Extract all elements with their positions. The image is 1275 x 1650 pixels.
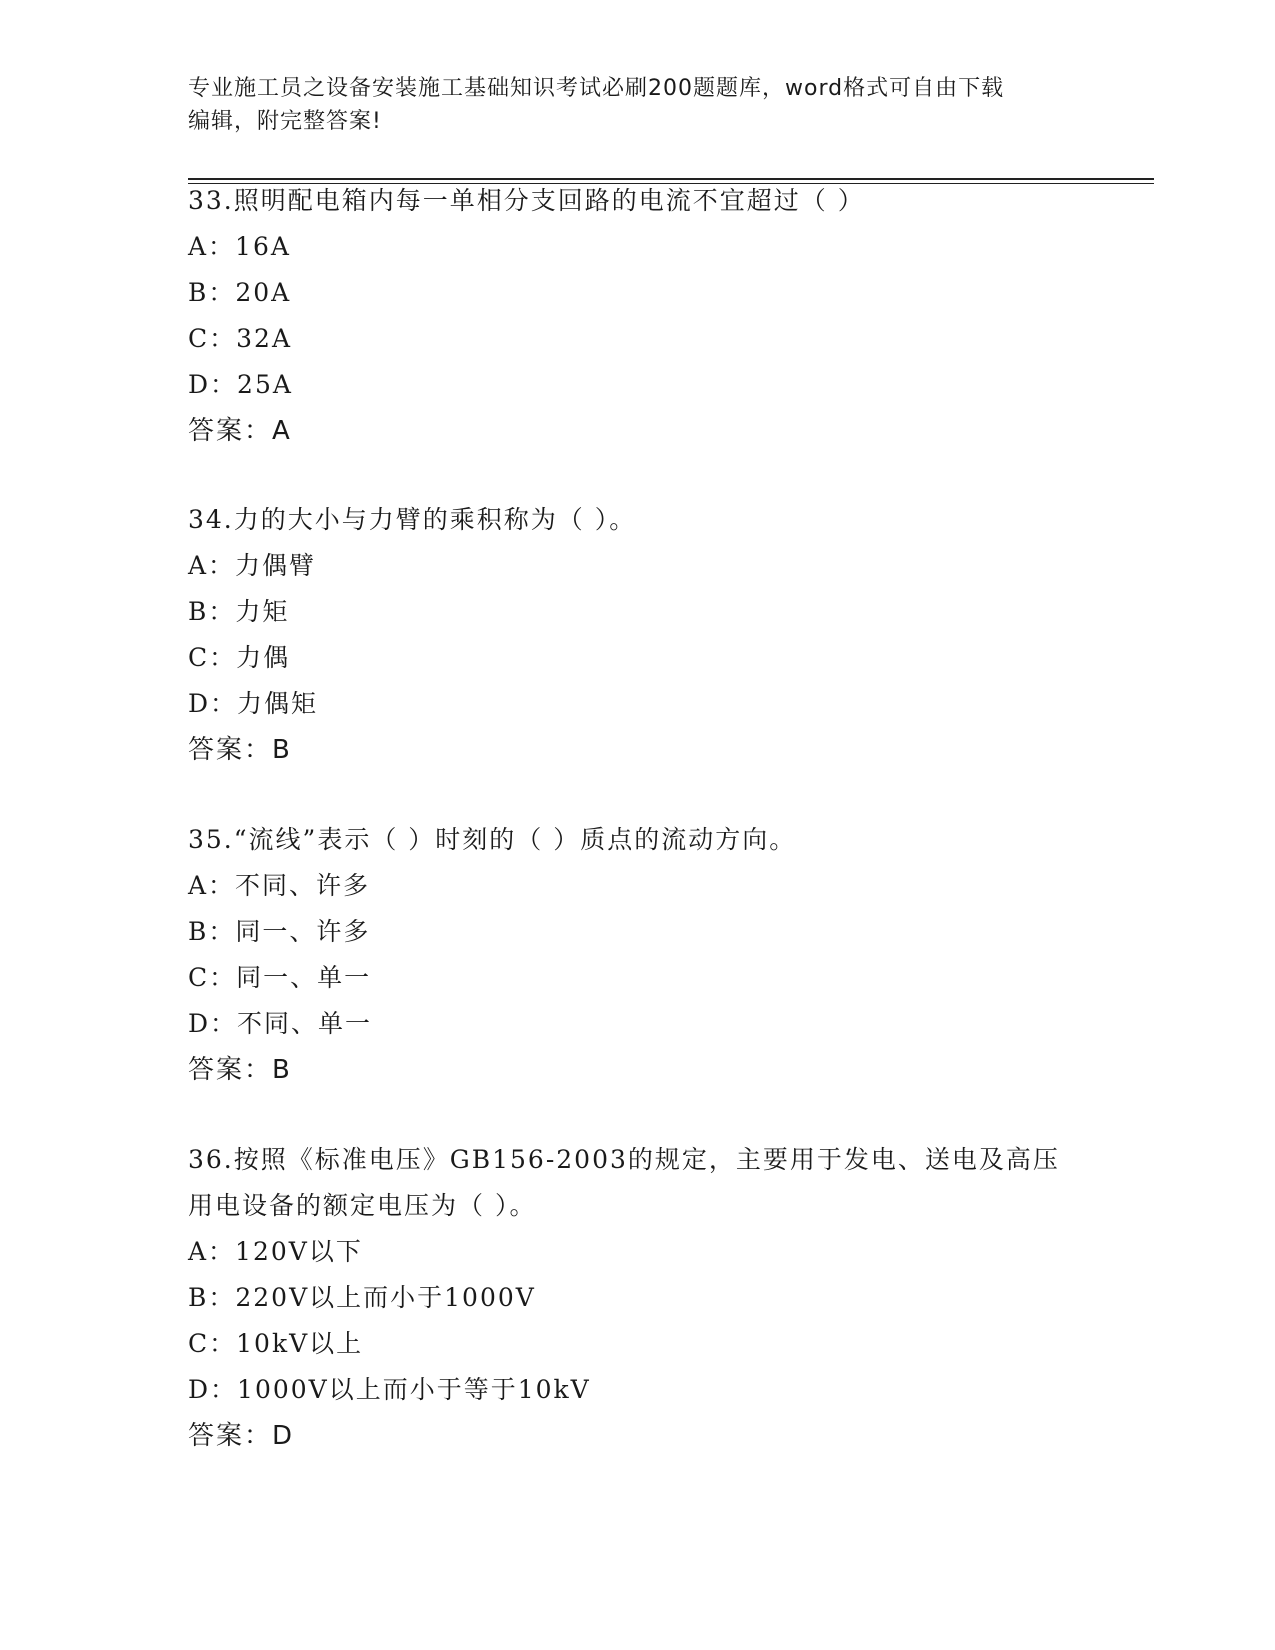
question-stem: 34.力的大小与力臂的乘积称为（ ）。 bbox=[188, 505, 637, 534]
header-line-2: 编辑，附完整答案! bbox=[188, 109, 382, 134]
question-stem: 35.“流线”表示（ ）时刻的（ ）质点的流动方向。 bbox=[188, 825, 797, 854]
question-36 bbox=[188, 1137, 1138, 1459]
answer: 答案：D bbox=[188, 1421, 295, 1451]
option-b: B：220V以上而小于1000V bbox=[188, 1283, 536, 1312]
answer: 答案：B bbox=[188, 1055, 292, 1085]
option-d: D：25A bbox=[188, 370, 293, 399]
option-a: A：不同、许多 bbox=[188, 871, 371, 900]
option-c: C：10kV以上 bbox=[188, 1329, 364, 1358]
option-d: D：不同、单一 bbox=[188, 1009, 373, 1038]
question-stem: 33.照明配电箱内每一单相分支回路的电流不宜超过（ ） bbox=[188, 186, 865, 215]
answer: 答案：B bbox=[188, 735, 292, 765]
option-d: D：力偶矩 bbox=[188, 689, 319, 718]
question-34 bbox=[188, 497, 1138, 773]
question-stem-line-1: 36.按照《标准电压》GB156-2003的规定，主要用于发电、送电及高压 bbox=[188, 1145, 1060, 1174]
option-b: B：同一、许多 bbox=[188, 917, 371, 946]
question-35 bbox=[188, 817, 1138, 1093]
option-b: B：力矩 bbox=[188, 597, 290, 626]
option-a: A：120V以下 bbox=[188, 1237, 363, 1266]
question-33 bbox=[188, 178, 1138, 454]
option-a: A：力偶臂 bbox=[188, 551, 317, 580]
question-stem-line-2: 用电设备的额定电压为（ ）。 bbox=[188, 1191, 537, 1220]
option-c: C：32A bbox=[188, 324, 292, 353]
option-c: C：同一、单一 bbox=[188, 963, 372, 992]
option-a: A：16A bbox=[188, 232, 291, 261]
answer: 答案：A bbox=[188, 416, 292, 446]
header-line-1: 专业施工员之设备安装施工基础知识考试必刷200题题库，word格式可自由下载 bbox=[188, 76, 1005, 101]
option-d: D：1000V以上而小于等于10kV bbox=[188, 1375, 591, 1404]
option-c: C：力偶 bbox=[188, 643, 291, 672]
option-b: B：20A bbox=[188, 278, 292, 307]
document-header bbox=[188, 72, 1078, 138]
